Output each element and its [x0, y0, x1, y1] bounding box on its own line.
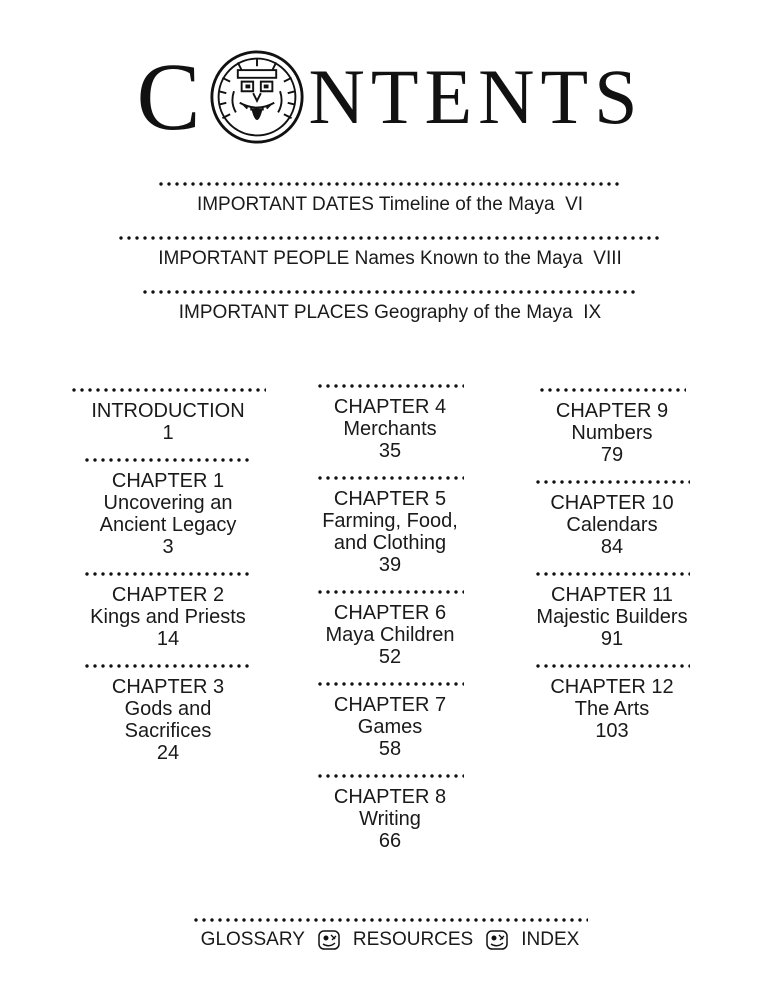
entry-label: CHAPTER 8 [333, 786, 447, 808]
entry-label: CHAPTER 3 [111, 676, 225, 698]
important-places-entry[interactable] [0, 290, 780, 324]
entry-heading: IMPORTANT PEOPLE [158, 248, 350, 269]
entry-title-line: Ancient Legacy [99, 514, 237, 536]
entry-page-number: VIII [593, 248, 622, 269]
entry-page-number: 1 [162, 422, 174, 444]
dotted-divider [316, 476, 464, 480]
entry-heading: IMPORTANT DATES [196, 194, 374, 215]
dotted-divider [316, 590, 464, 594]
entry-label: CHAPTER 5 [333, 488, 447, 510]
entry-page-number: 39 [378, 554, 402, 576]
toc-entry-chapter-11[interactable] [512, 572, 712, 650]
entry-page-number: 58 [378, 738, 402, 760]
toc-entry-introduction[interactable] [68, 388, 268, 444]
entry-title-line: Numbers [571, 422, 653, 444]
contents-column-middle [290, 384, 490, 866]
toc-entry-chapter-2[interactable] [68, 572, 268, 650]
entry-page-number: VI [565, 194, 584, 215]
entry-label: CHAPTER 10 [550, 492, 674, 514]
entry-title-line: Majestic Builders [536, 606, 688, 628]
maya-mask-icon [209, 49, 305, 145]
dotted-divider [316, 774, 464, 778]
dotted-divider [141, 290, 639, 294]
entry-page-number: 66 [378, 830, 402, 852]
dotted-divider [83, 664, 253, 668]
entry-label: CHAPTER 6 [333, 602, 447, 624]
toc-entry-chapter-3[interactable] [68, 664, 268, 764]
dotted-divider [192, 918, 588, 922]
toc-entry-chapter-8[interactable] [290, 774, 490, 852]
entry-title-line: The Arts [574, 698, 650, 720]
entry-label: INTRODUCTION [91, 400, 245, 422]
page-title [0, 42, 780, 152]
toc-entry-chapter-6[interactable] [290, 590, 490, 668]
important-dates-entry[interactable] [0, 182, 780, 216]
entry-description: Names Known to the Maya [354, 248, 583, 269]
entry-page-number: 103 [595, 720, 629, 742]
entry-page-number: 24 [156, 742, 180, 764]
maya-glyph-icon [317, 929, 341, 951]
dotted-divider [117, 236, 663, 240]
entry-title-line: Kings and Priests [90, 606, 246, 628]
dotted-divider [83, 572, 253, 576]
resources-link[interactable]: RESOURCES [352, 929, 474, 950]
entry-title-line: Writing [359, 808, 421, 830]
entry-description: Geography of the Maya [374, 302, 573, 323]
entry-heading: IMPORTANT PLACES [178, 302, 369, 323]
contents-column-left [68, 388, 268, 778]
important-people-entry[interactable] [0, 236, 780, 270]
entry-title-line: Gods and [124, 698, 212, 720]
entry-label: CHAPTER 4 [333, 396, 447, 418]
entry-label: CHAPTER 2 [111, 584, 225, 606]
entry-title-line: Maya Children [325, 624, 455, 646]
maya-glyph-icon [485, 929, 509, 951]
entry-page-number: 79 [600, 444, 624, 466]
dotted-divider [538, 388, 686, 392]
toc-entry-chapter-10[interactable] [512, 480, 712, 558]
toc-entry-chapter-12[interactable] [512, 664, 712, 742]
entry-description: Timeline of the Maya [378, 194, 555, 215]
toc-entry-chapter-5[interactable] [290, 476, 490, 576]
entry-label: CHAPTER 12 [550, 676, 674, 698]
title-first-letter: C [136, 43, 205, 150]
dotted-divider [157, 182, 623, 186]
entry-title-line: Calendars [566, 514, 658, 536]
entry-page-number: IX [583, 302, 602, 323]
toc-entry-chapter-4[interactable] [290, 384, 490, 462]
dotted-divider [316, 384, 464, 388]
dotted-divider [83, 458, 253, 462]
entry-page-number: 91 [600, 628, 624, 650]
entry-title-line: Farming, Food, [322, 510, 458, 532]
entry-label: CHAPTER 9 [555, 400, 669, 422]
entry-page-number: 3 [162, 536, 174, 558]
glossary-link[interactable]: GLOSSARY [200, 929, 305, 950]
index-link[interactable]: INDEX [521, 929, 580, 950]
entry-page-number: 52 [378, 646, 402, 668]
entry-title-line: Uncovering an [103, 492, 233, 514]
dotted-divider [534, 664, 690, 668]
entry-title-line: and Clothing [333, 532, 447, 554]
dotted-divider [534, 480, 690, 484]
entry-page-number: 14 [156, 628, 180, 650]
back-matter-links [0, 918, 780, 951]
toc-entry-chapter-1[interactable] [68, 458, 268, 558]
contents-column-right [512, 388, 712, 756]
entry-label: CHAPTER 7 [333, 694, 447, 716]
toc-entry-chapter-9[interactable] [512, 388, 712, 466]
dotted-divider [70, 388, 266, 392]
dotted-divider [316, 682, 464, 686]
title-rest: NTENTS [308, 53, 644, 140]
toc-entry-chapter-7[interactable] [290, 682, 490, 760]
entry-page-number: 35 [378, 440, 402, 462]
entry-title-line: Sacrifices [124, 720, 212, 742]
entry-label: CHAPTER 11 [551, 584, 673, 606]
entry-page-number: 84 [600, 536, 624, 558]
dotted-divider [534, 572, 690, 576]
entry-title-line: Merchants [343, 418, 437, 440]
entry-label: CHAPTER 1 [111, 470, 225, 492]
entry-title-line: Games [357, 716, 423, 738]
